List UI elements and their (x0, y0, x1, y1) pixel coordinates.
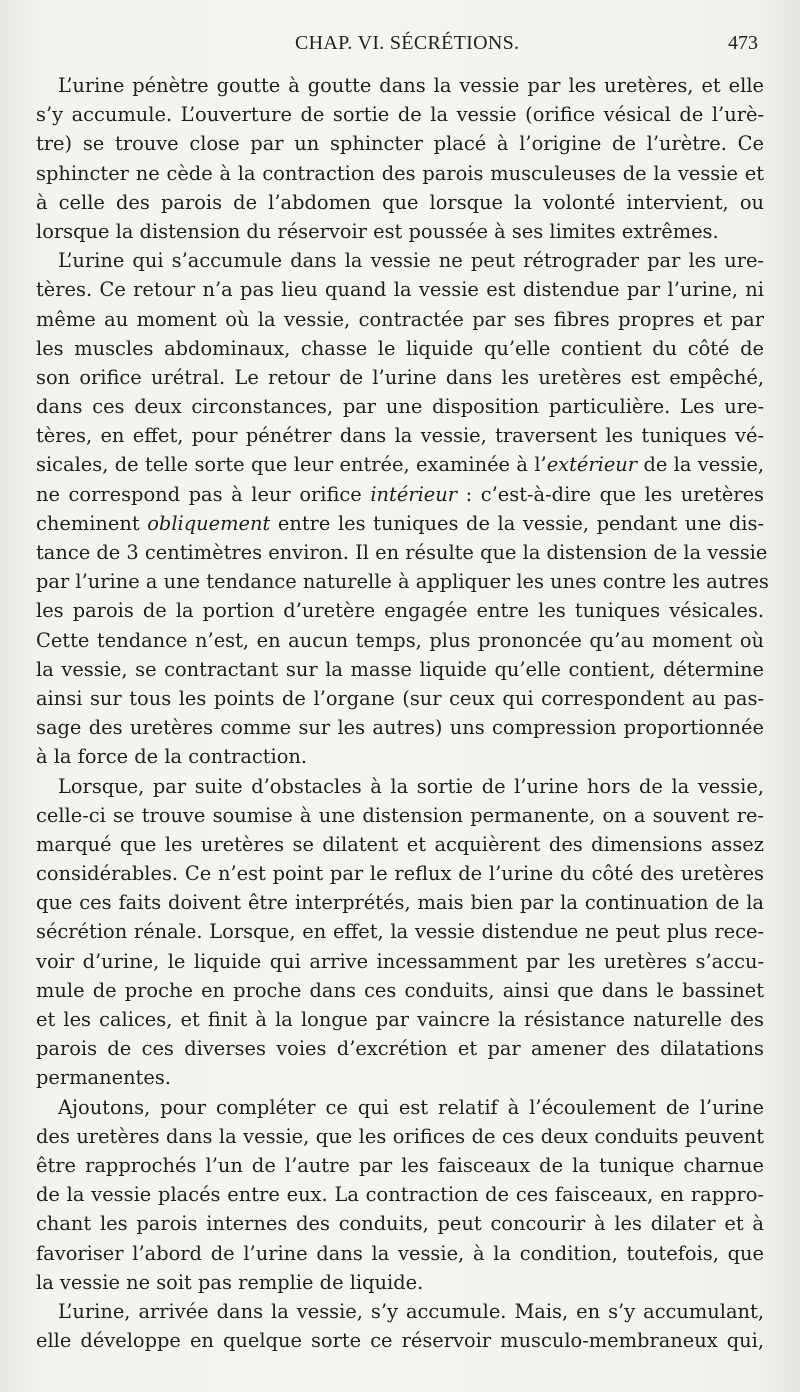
text-line: les muscles abdominaux, chasse le liquide qu’elle contient du côté de (36, 336, 764, 360)
page-number: 473 (728, 32, 758, 54)
text-line: celle-ci se trouve soumise à une distension permanente, on a souvent re- (36, 803, 764, 827)
text-line: favoriser l’abord de l’urine dans la vessie, à la condition, toutefois, que (36, 1241, 764, 1265)
text-line: et les calices, et finit à la longue par vaincre la résistance naturelle des (36, 1008, 764, 1031)
page-header (30, 30, 770, 62)
text-line: Ajoutons, pour compléter ce qui est relatif à l’écoulement de l’urine (58, 1095, 764, 1119)
text-line: L’urine pénètre goutte à goutte dans la vessie par les uretères, et elle (58, 74, 764, 97)
text-line: par l’urine a une tendance naturelle à appliquer les unes contre les autres (36, 570, 769, 594)
text-line: de la vessie placés entre eux. La contraction de ces faisceaux, en rappro- (36, 1183, 764, 1207)
text-line: parois de ces diverses voies d’excrétion et par amener des dilatations (36, 1037, 764, 1061)
text-line: elle développe en quelque sorte ce réservoir musculo-membraneux qui, (36, 1329, 764, 1353)
text-line: s’y accumule. L’ouverture de sortie de la vessie (orifice vésical de l’urè- (36, 103, 764, 127)
running-title: CHAP. VI. SÉCRÉTIONS. (295, 32, 520, 54)
text-line: permanentes. (36, 1066, 171, 1090)
text-line: Cette tendance n’est, en aucun temps, plus prononcée qu’au moment où (36, 628, 764, 652)
text-line: même au moment où la vessie, contractée par ses fibres propres et par (36, 307, 764, 331)
text-line: tance de 3 centimètres environ. Il en résulte que la distension de la vessie (36, 541, 768, 564)
text-line: que ces faits doivent être interprétés, mais bien par la continuation de la (36, 891, 764, 915)
text-line: Lorsque, par suite d’obstacles à la sortie de l’urine hors de la vessie, (58, 774, 764, 798)
text-line: être rapprochés l’un de l’autre par les faisceaux de la tunique charnue (36, 1153, 764, 1177)
text-line: la vessie ne soit pas remplie de liquide. (36, 1270, 424, 1294)
text-line: sécrétion rénale. Lorsque, en effet, la vessie distendue ne peut plus rece- (36, 920, 764, 944)
text-line: sage des uretères comme sur les autres) uns compression proportionnée (36, 716, 764, 740)
text-line: ne correspond pas à leur orifice intérieur : c’est-à-dire que les uretères (36, 482, 765, 506)
text-line: à celle des parois de l’abdomen que lorsque la volonté intervient, ou (36, 190, 764, 214)
text-line: considérables. Ce n’est point par le reflux de l’urine du côté des uretères (36, 862, 764, 886)
text-line: tre) se trouve close par un sphincter placé à l’origine de l’urètre. Ce (36, 132, 764, 156)
text-line: L’urine, arrivée dans la vessie, s’y accumule. Mais, en s’y accumulant, (58, 1299, 764, 1323)
text-line: tères. Ce retour n’a pas lieu quand la vessie est distendue par l’urine, ni (36, 278, 764, 302)
text-line: mule de proche en proche dans ces conduits, ainsi que dans le bassinet (36, 978, 764, 1002)
text-line: marqué que les uretères se dilatent et acquièrent des dimensions assez (36, 832, 764, 856)
text-line: chant les parois internes des conduits, peut concourir à les dilater et à (36, 1212, 764, 1236)
text-line: dans ces deux circonstances, par une disposition particulière. Les ure- (36, 395, 764, 419)
text-line: des uretères dans la vessie, que les orifices de ces deux conduits peuvent (36, 1124, 764, 1148)
text-line: à la force de la contraction. (36, 745, 308, 769)
text-line: L’urine qui s’accumule dans la vessie ne peut rétrograder par les ure- (58, 249, 764, 273)
text-line: les parois de la portion d’uretère engagée entre les tuniques vésicales. (36, 599, 764, 623)
text-line: lorsque la distension du réservoir est poussée à ses limites extrêmes. (36, 219, 719, 243)
text-line: tères, en effet, pour pénétrer dans la vessie, traversent les tuniques vé- (36, 424, 764, 448)
text-line: voir d’urine, le liquide qui arrive incessamment par les uretères s’accu- (36, 949, 764, 973)
text-line: ainsi sur tous les points de l’organe (sur ceux qui correspondent au pas- (36, 686, 764, 710)
text-line: son orifice urétral. Le retour de l’urine dans les uretères est empêché, (36, 365, 764, 389)
text-line: la vessie, se contractant sur la masse liquide qu’elle contient, détermine (36, 657, 764, 681)
body-text (36, 71, 769, 1355)
text-line: cheminent obliquement entre les tuniques de la vessie, pendant une dis- (36, 511, 764, 535)
text-line: sphincter ne cède à la contraction des parois musculeuses de la vessie et (36, 161, 764, 185)
text-line: sicales, de telle sorte que leur entrée, examinée à l’extérieur de la vessie, (36, 453, 764, 477)
